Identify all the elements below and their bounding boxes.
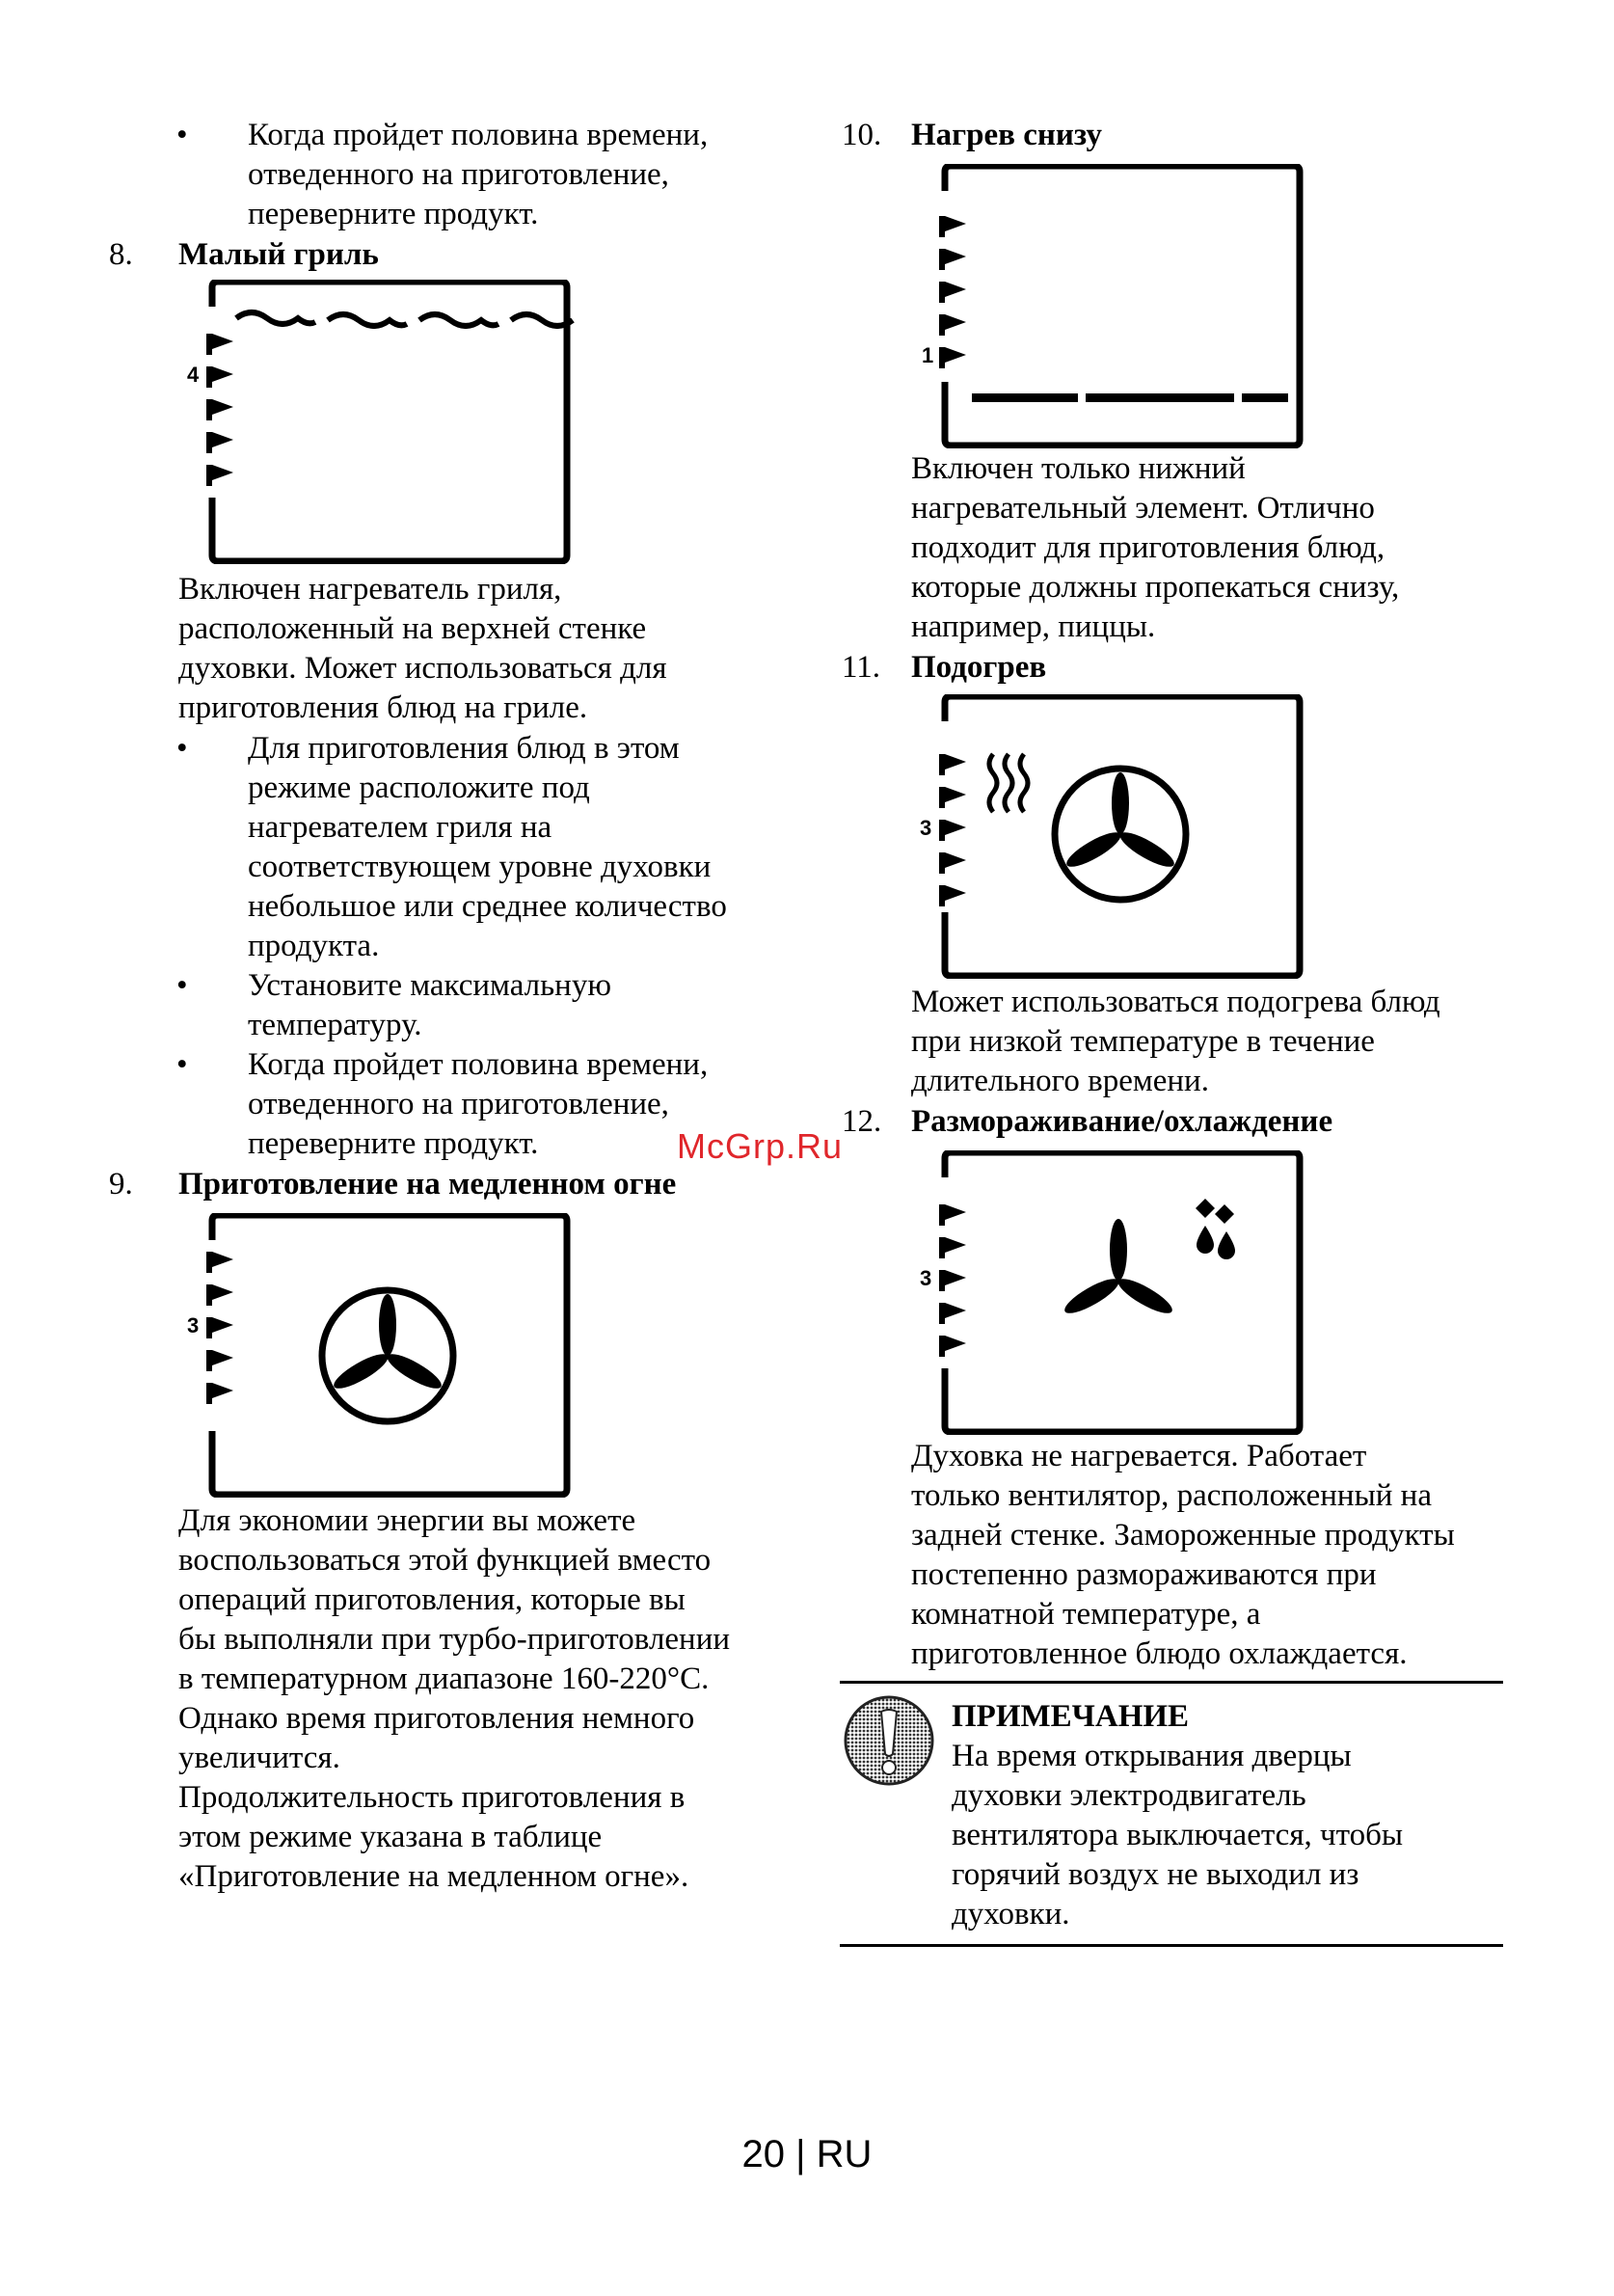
section-8-number: 8. (109, 237, 133, 272)
shelf-level-label: 3 (920, 1266, 932, 1290)
section-8-bullet-3: Когда пройдет половина времени, отведенного на приготовление, переверните продукт. (248, 1047, 709, 1161)
bottom-heat-diagram (916, 164, 1311, 448)
bullet-marker: • (176, 731, 188, 766)
note-top-rule (840, 1681, 1503, 1684)
section-8-bullet-1: Для приготовления блюд в этом режиме расположите под нагревателем гриля на соответствующем уровне духовки небольшое или среднее количество продукта. (248, 731, 727, 963)
bottom-heater-icon (972, 393, 1288, 402)
page-number: 20 | RU (741, 2133, 873, 2175)
shelf-level-markers (939, 754, 966, 906)
small-grill-diagram (183, 280, 578, 564)
shelf-level-label: 3 (187, 1313, 200, 1337)
note-bottom-rule (840, 1944, 1503, 1947)
intro-bullet-text: Когда пройдет половина времени, отведенного на приготовление, переверните продукт. (248, 118, 709, 231)
shelf-level-markers (939, 1204, 966, 1357)
bullet-marker: • (176, 1047, 188, 1082)
note-title: ПРИМЕЧАНИЕ (952, 1699, 1190, 1734)
section-8-description: Включен нагреватель гриля, расположенный на верхней стенке духовки. Может использоваться для приготовления блюд на гриле. (178, 572, 667, 725)
warning-exclamation-icon (843, 1694, 935, 1787)
water-drops-icon (1196, 1199, 1235, 1259)
shelf-level-markers (206, 1252, 233, 1404)
section-8-title: Малый гриль (178, 237, 379, 272)
section-10-title: Нагрев снизу (911, 118, 1102, 152)
shelf-level-markers (939, 216, 966, 368)
watermark: McGrp.Ru (677, 1126, 844, 1166)
shelf-level-label: 4 (187, 363, 200, 387)
section-11-description: Может использоваться подогрева блюд при низкой температуре в течение длительного времени. (911, 985, 1440, 1098)
note-text: На время открывания дверцы духовки электродвигатель вентилятора выключается, чтобы горячий воздух не выходил из духовки. (952, 1739, 1404, 1931)
section-10-number: 10. (842, 118, 882, 152)
section-12-number: 12. (842, 1104, 882, 1139)
heat-waves-icon (989, 754, 1028, 812)
section-9-title: Приготовление на медленном огне (178, 1167, 677, 1202)
defrost-diagram (916, 1150, 1311, 1435)
section-12-description: Духовка не нагревается. Работает только вентилятор, расположенный на задней стенке. Замороженные продукты постепенно размораживаются при комнатной температуре, а приготовленное блюдо охлаждается. (911, 1439, 1455, 1671)
shelf-level-label: 3 (920, 816, 932, 840)
grill-heater-icon (236, 312, 573, 326)
slow-cooking-diagram (183, 1213, 578, 1498)
section-12-title: Размораживание/охлаждение (911, 1104, 1333, 1139)
shelf-level-label: 1 (922, 343, 934, 367)
section-8-bullet-2: Установите максимальную температуру. (248, 968, 611, 1042)
bullet-marker: • (176, 968, 188, 1003)
defrost-fan-icon (1061, 1219, 1176, 1319)
section-10-description: Включен только нижний нагревательный элемент. Отлично подходит для приготовления блюд, которые должны пропекаться снизу, например, пиццы. (911, 451, 1400, 644)
fan-icon (322, 1290, 453, 1421)
section-9-number: 9. (109, 1167, 133, 1202)
section-11-title: Подогрев (911, 650, 1047, 685)
bullet-marker: • (176, 118, 188, 152)
section-9-description: Для экономии энергии вы можете воспользоваться этой функцией вместо операций приготовления, которые вы бы выполняли при турбо-приготовлении в температурном диапазоне 160-220°C. Однако время приготовления немного увеличится. (178, 1503, 731, 1775)
shelf-level-markers (206, 334, 233, 486)
warming-diagram (916, 694, 1311, 979)
fan-icon (1055, 769, 1186, 900)
section-9-duration-note: Продолжительность приготовления в этом режиме указана в таблице «Приготовление на медленном огне». (178, 1780, 689, 1894)
section-11-number: 11. (842, 650, 881, 685)
